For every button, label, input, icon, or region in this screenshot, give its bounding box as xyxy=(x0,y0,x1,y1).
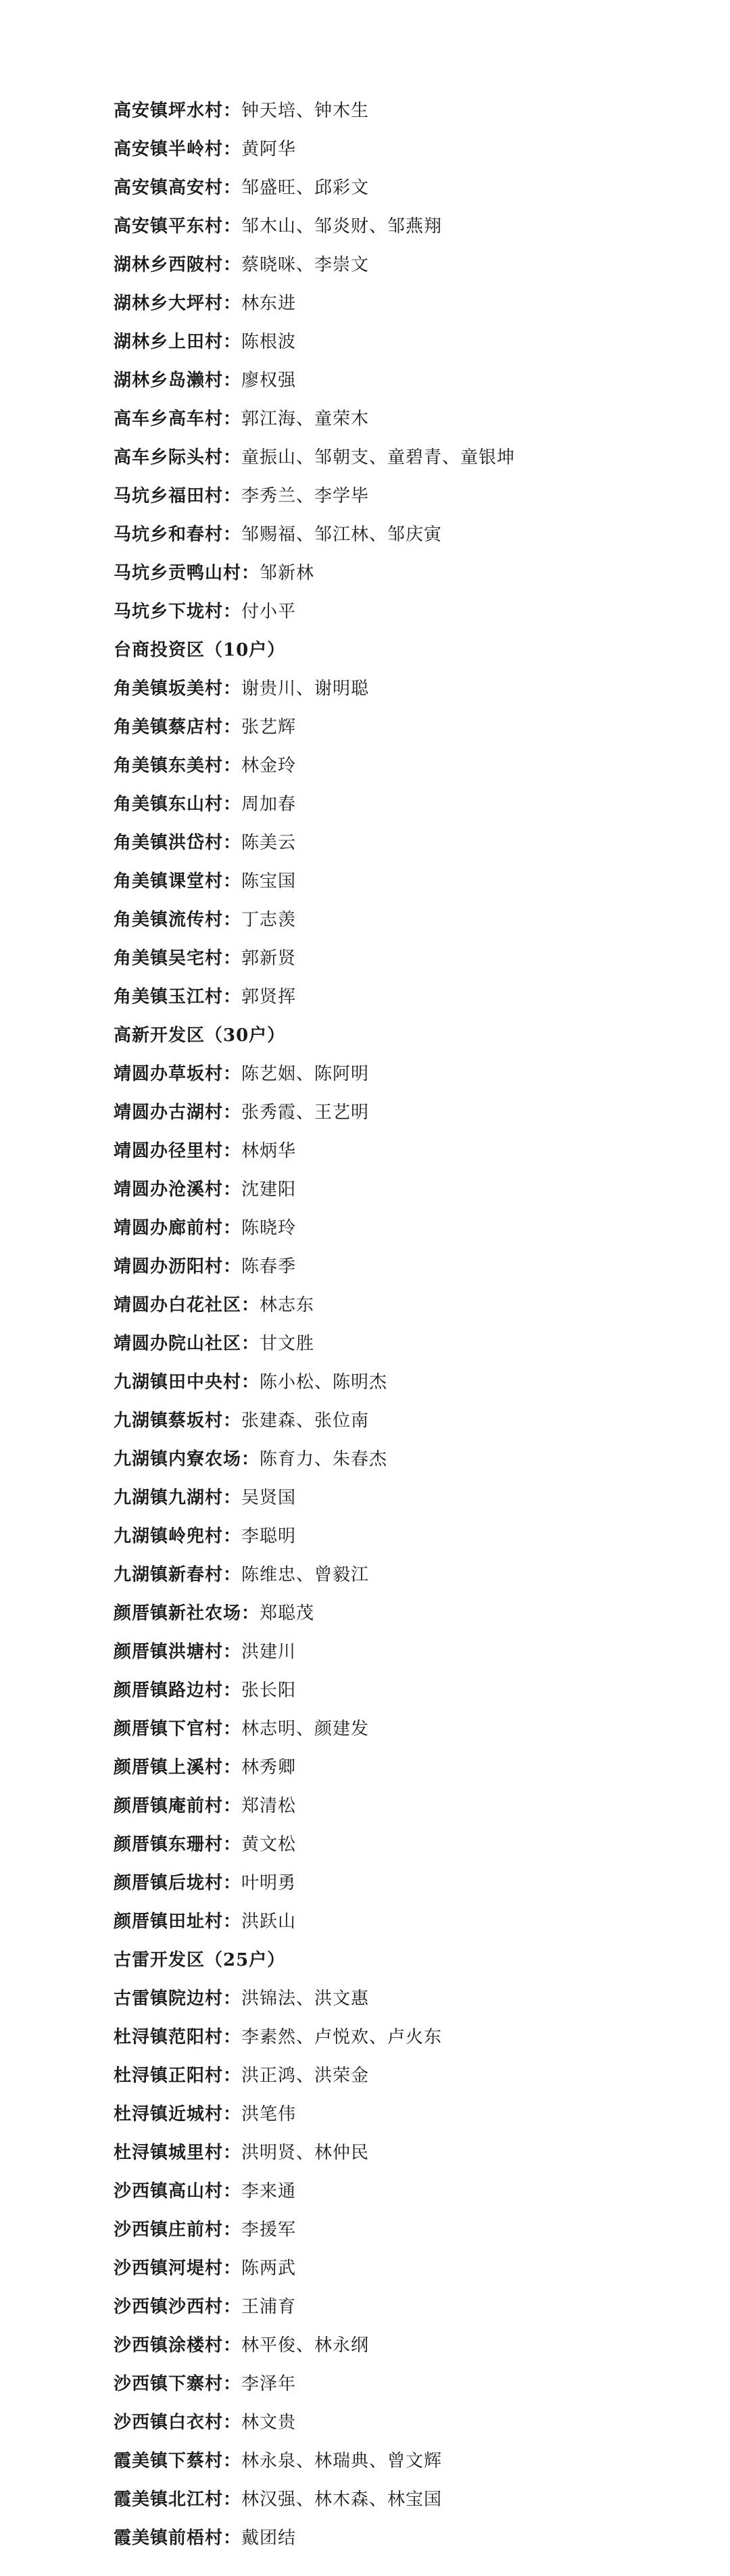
village-entry xyxy=(114,323,708,362)
village-entry xyxy=(114,862,708,901)
household-names: 张长阳 xyxy=(241,1680,297,1701)
village-entry xyxy=(114,901,708,940)
village-entry xyxy=(114,2327,708,2365)
village-entry xyxy=(114,1556,708,1595)
household-names: 林文贵 xyxy=(241,2412,297,2433)
village-name: 高车乡际头村： xyxy=(114,447,242,468)
village-entry xyxy=(114,1286,708,1325)
village-entry xyxy=(114,1209,708,1248)
household-names: 林永泉、林瑞典、曾文辉 xyxy=(241,2451,443,2471)
village-entry xyxy=(114,2172,708,2211)
village-name: 沙西镇沙西村： xyxy=(114,2297,242,2317)
section-heading: 高新开发区（30户） xyxy=(114,1025,286,1046)
village-entry xyxy=(114,1055,708,1094)
household-names: 林志东 xyxy=(260,1295,315,1315)
village-name: 靖圆办古湖村： xyxy=(114,1102,242,1123)
household-names: 廖权强 xyxy=(241,370,297,391)
village-entry xyxy=(114,362,708,400)
household-names: 洪笔伟 xyxy=(241,2104,297,2124)
household-names: 林平俊、林永纲 xyxy=(241,2335,370,2356)
village-entry xyxy=(114,2134,708,2172)
household-names: 林东进 xyxy=(241,293,297,314)
village-name: 高安镇坪水村： xyxy=(114,101,242,121)
village-name: 霞美镇下蔡村： xyxy=(114,2451,242,2471)
village-entry xyxy=(114,978,708,1017)
village-entry xyxy=(114,2250,708,2288)
village-entry xyxy=(114,400,708,439)
village-entry xyxy=(114,208,708,246)
village-name: 高安镇平东村： xyxy=(114,216,242,237)
household-names: 沈建阳 xyxy=(241,1180,297,1200)
household-names: 吴贤国 xyxy=(241,1488,297,1508)
household-names: 郑聪茂 xyxy=(260,1603,315,1624)
village-entry xyxy=(114,1864,708,1903)
household-names: 洪正鸿、洪荣金 xyxy=(241,2066,370,2086)
village-entry xyxy=(114,2095,708,2134)
household-names: 林汉强、林木森、林宝国 xyxy=(241,2489,443,2510)
village-entry xyxy=(114,2018,708,2057)
household-names: 李素然、卢悦欢、卢火东 xyxy=(241,2027,443,2047)
household-names: 林志明、颜建发 xyxy=(241,1719,370,1739)
household-names: 郭新贤 xyxy=(241,948,297,969)
village-entry xyxy=(114,130,708,169)
village-name: 沙西镇涂楼村： xyxy=(114,2335,242,2356)
household-names: 李秀兰、李学毕 xyxy=(241,486,370,506)
village-entry xyxy=(114,1980,708,2018)
household-names: 张建森、张位南 xyxy=(241,1411,370,1431)
village-name: 颜厝镇东珊村： xyxy=(114,1834,242,1855)
village-name: 沙西镇白衣村： xyxy=(114,2412,242,2433)
household-names: 郑清松 xyxy=(241,1796,297,1816)
village-entry xyxy=(114,1749,708,1787)
section-heading: 古雷开发区（25户） xyxy=(114,1950,286,1970)
village-entry xyxy=(114,1710,708,1749)
household-names: 李聪明 xyxy=(241,1526,297,1547)
village-name: 角美镇流传村： xyxy=(114,910,242,930)
household-names: 陈晓玲 xyxy=(241,1218,297,1238)
village-name: 颜厝镇路边村： xyxy=(114,1680,242,1701)
household-names: 邹新林 xyxy=(260,563,315,583)
household-names: 丁志羡 xyxy=(241,910,297,930)
village-entry xyxy=(114,1402,708,1440)
village-name: 九湖镇岭兜村： xyxy=(114,1526,242,1547)
household-names: 洪建川 xyxy=(241,1642,297,1662)
village-entry xyxy=(114,1787,708,1826)
village-entry xyxy=(114,2365,708,2404)
village-name: 角美镇东美村： xyxy=(114,756,242,776)
village-entry xyxy=(114,1171,708,1209)
village-name: 靖圆办径里村： xyxy=(114,1141,242,1161)
village-name: 马坑乡贡鸭山村： xyxy=(114,563,260,583)
household-names: 陈小松、陈明杰 xyxy=(260,1372,388,1392)
village-entry xyxy=(114,708,708,747)
household-names: 陈育力、朱春杰 xyxy=(260,1449,388,1469)
village-name: 靖圆办白花社区： xyxy=(114,1295,260,1315)
village-entry xyxy=(114,1479,708,1517)
village-entry xyxy=(114,2211,708,2250)
household-names: 林秀卿 xyxy=(241,1757,297,1778)
village-name: 角美镇坂美村： xyxy=(114,679,242,699)
village-entry xyxy=(114,2481,708,2519)
village-name: 沙西镇高山村： xyxy=(114,2181,242,2202)
household-names: 邹赐福、邹江林、邹庆寅 xyxy=(241,525,443,545)
village-name: 靖圆办草坂村： xyxy=(114,1064,242,1084)
village-name: 湖林乡西陂村： xyxy=(114,255,242,275)
village-name: 角美镇东山村： xyxy=(114,794,242,815)
village-name: 湖林乡岛濑村： xyxy=(114,370,242,391)
household-names: 陈美云 xyxy=(241,833,297,853)
village-name: 马坑乡下垅村： xyxy=(114,602,242,622)
household-names: 林炳华 xyxy=(241,1141,297,1161)
household-names: 童振山、邹朝支、童碧青、童银坤 xyxy=(241,447,516,468)
village-name: 杜浔镇城里村： xyxy=(114,2143,242,2163)
household-names: 洪跃山 xyxy=(241,1912,297,1932)
village-name: 角美镇蔡店村： xyxy=(114,717,242,737)
village-entry xyxy=(114,1517,708,1556)
village-entry xyxy=(114,1094,708,1132)
village-name: 霞美镇前梧村： xyxy=(114,2528,242,2548)
village-entry xyxy=(114,285,708,323)
household-names: 郭江海、童荣木 xyxy=(241,409,370,429)
household-names: 甘文胜 xyxy=(260,1334,315,1354)
household-names: 张艺辉 xyxy=(241,717,297,737)
village-name: 靖圆办沥阳村： xyxy=(114,1257,242,1277)
village-name: 沙西镇河堤村： xyxy=(114,2258,242,2279)
village-name: 马坑乡和春村： xyxy=(114,525,242,545)
village-name: 颜厝镇下官村： xyxy=(114,1719,242,1739)
village-name: 高车乡高车村： xyxy=(114,409,242,429)
household-names: 钟天培、钟木生 xyxy=(241,101,370,121)
household-names: 邹盛旺、邱彩文 xyxy=(241,178,370,198)
village-name: 沙西镇下寨村： xyxy=(114,2374,242,2394)
village-name: 九湖镇蔡坂村： xyxy=(114,1411,242,1431)
village-name: 古雷镇院边村： xyxy=(114,1989,242,2009)
village-name: 杜浔镇近城村： xyxy=(114,2104,242,2124)
village-entry xyxy=(114,2057,708,2095)
village-name: 湖林乡上田村： xyxy=(114,332,242,352)
village-name: 颜厝镇庵前村： xyxy=(114,1796,242,1816)
village-entry xyxy=(114,92,708,130)
village-entry xyxy=(114,1672,708,1710)
village-name: 九湖镇九湖村： xyxy=(114,1488,242,1508)
village-entry xyxy=(114,785,708,824)
village-name: 角美镇玉江村： xyxy=(114,987,242,1007)
household-names: 李泽年 xyxy=(241,2374,297,2394)
village-entry xyxy=(114,1595,708,1633)
household-names: 陈宝国 xyxy=(241,871,297,892)
village-entry xyxy=(114,169,708,208)
household-names: 蔡晓咪、李崇文 xyxy=(241,255,370,275)
village-name: 九湖镇内寮农场： xyxy=(114,1449,260,1469)
village-name: 高安镇高安村： xyxy=(114,178,242,198)
village-name: 九湖镇新春村： xyxy=(114,1565,242,1585)
village-name: 颜厝镇上溪村： xyxy=(114,1757,242,1778)
village-entry xyxy=(114,516,708,554)
village-entry xyxy=(114,670,708,708)
household-names: 陈春季 xyxy=(241,1257,297,1277)
village-name: 杜浔镇范阳村： xyxy=(114,2027,242,2047)
village-entry xyxy=(114,2404,708,2442)
village-name: 靖圆办院山社区： xyxy=(114,1334,260,1354)
village-entry xyxy=(114,1826,708,1864)
household-names: 邹木山、邹炎财、邹燕翔 xyxy=(241,216,443,237)
village-name: 杜浔镇正阳村： xyxy=(114,2066,242,2086)
village-name: 颜厝镇新社农场： xyxy=(114,1603,260,1624)
village-entry xyxy=(114,477,708,516)
village-entry xyxy=(114,824,708,862)
household-names: 付小平 xyxy=(241,602,297,622)
household-names: 洪锦法、洪文惠 xyxy=(241,1989,370,2009)
household-names: 周加春 xyxy=(241,794,297,815)
village-name: 九湖镇田中央村： xyxy=(114,1372,260,1392)
household-names: 陈艺姻、陈阿明 xyxy=(241,1064,370,1084)
household-names: 黄阿华 xyxy=(241,139,297,160)
village-entry xyxy=(114,554,708,593)
village-entry xyxy=(114,940,708,978)
village-entry xyxy=(114,2519,708,2558)
village-entry xyxy=(114,1633,708,1672)
village-entry xyxy=(114,439,708,477)
household-names: 林金玲 xyxy=(241,756,297,776)
village-name: 靖圆办廊前村： xyxy=(114,1218,242,1238)
village-name: 湖林乡大坪村： xyxy=(114,293,242,314)
village-name: 霞美镇北江村： xyxy=(114,2489,242,2510)
village-name: 角美镇课堂村： xyxy=(114,871,242,892)
village-entry xyxy=(114,1248,708,1286)
village-name: 角美镇吴宅村： xyxy=(114,948,242,969)
village-entry xyxy=(114,2442,708,2481)
village-name: 马坑乡福田村： xyxy=(114,486,242,506)
household-names: 谢贵川、谢明聪 xyxy=(241,679,370,699)
household-names: 陈根波 xyxy=(241,332,297,352)
household-names: 郭贤挥 xyxy=(241,987,297,1007)
village-entry xyxy=(114,2288,708,2327)
village-name: 靖圆办沧溪村： xyxy=(114,1180,242,1200)
village-entry xyxy=(114,1325,708,1363)
household-names: 叶明勇 xyxy=(241,1873,297,1893)
village-entry xyxy=(114,1132,708,1171)
village-entry xyxy=(114,1363,708,1402)
household-names: 黄文松 xyxy=(241,1834,297,1855)
village-name: 沙西镇庄前村： xyxy=(114,2220,242,2240)
village-entry xyxy=(114,246,708,285)
village-entry xyxy=(114,747,708,785)
village-name: 颜厝镇田址村： xyxy=(114,1912,242,1932)
village-name: 颜厝镇洪塘村： xyxy=(114,1642,242,1662)
village-name: 高安镇半岭村： xyxy=(114,139,242,160)
village-entry xyxy=(114,593,708,631)
village-entry xyxy=(114,1903,708,1941)
household-names: 王浦育 xyxy=(241,2297,297,2317)
household-names: 洪明贤、林仲民 xyxy=(241,2143,370,2163)
household-names: 陈维忠、曾毅江 xyxy=(241,1565,370,1585)
household-names: 张秀霞、王艺明 xyxy=(241,1102,370,1123)
household-names: 李来通 xyxy=(241,2181,297,2202)
household-names: 陈两武 xyxy=(241,2258,297,2279)
village-name: 颜厝镇后垅村： xyxy=(114,1873,242,1893)
village-name: 角美镇洪岱村： xyxy=(114,833,242,853)
household-names: 戴团结 xyxy=(241,2528,297,2548)
village-entry xyxy=(114,1440,708,1479)
household-names: 李援军 xyxy=(241,2220,297,2240)
section-heading: 台商投资区（10户） xyxy=(114,640,286,660)
